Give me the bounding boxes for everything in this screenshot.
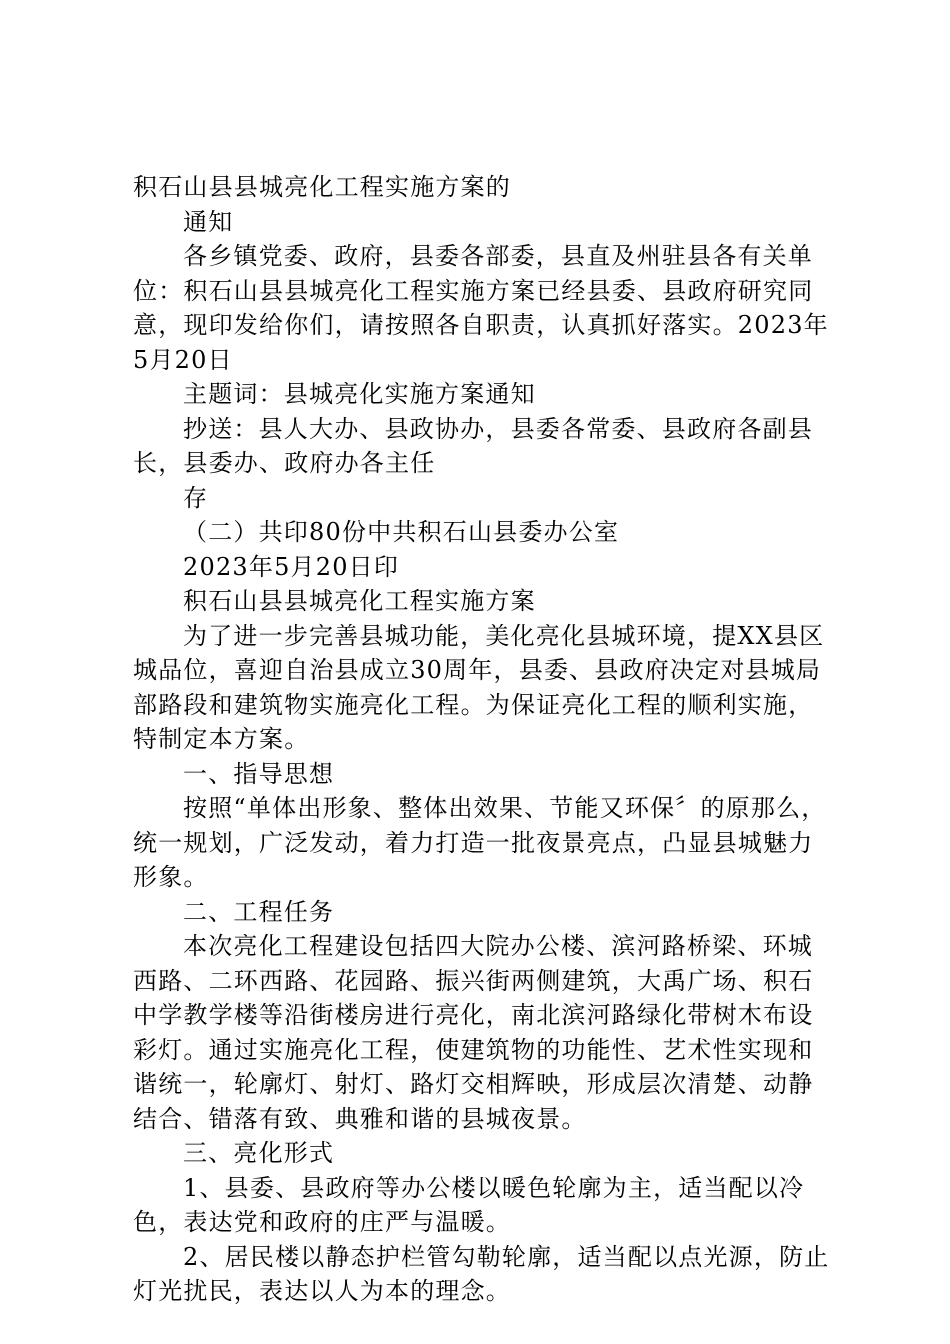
document-body: [133, 170, 833, 1309]
section-heading-lighting-forms: 三、亮化形式: [183, 1139, 335, 1167]
subject-keywords: 主题词：县城亮化实施方案通知: [183, 380, 536, 408]
archive-note: 存: [183, 483, 209, 512]
section-heading-guiding-thought: 一、指导思想: [183, 759, 335, 788]
plan-title: 积石山县县城亮化工程实施方案: [183, 587, 536, 615]
guiding-thought-paragraph: 按照“单体出形象、整体出效果、节能又环保〞的原那么，统一规划，广泛发动，着力打造一批夜景亮点，凸显县城魅力形象。: [133, 794, 827, 891]
recipients-paragraph: 各乡镇党委、政府，县委各部委，县直及州驻县各有关单位：积石山县县城亮化工程实施方案已经县委、县政府研究同意，现印发给你们，请按照各自职责，认真抓好落实。2023年5月20日: [133, 242, 829, 374]
section-heading-project-tasks: 二、工程任务: [183, 897, 335, 926]
lighting-form-item-1: 1、县委、县政府等办公楼以暖色轮廓为主，适当配以冷色，表达党和政府的庄严与温暖。: [133, 1173, 805, 1236]
lighting-form-item-2: 2、居民楼以静态护栏管勾勒轮廓，适当配以点光源，防止灯光扰民，表达以人为本的理念。: [133, 1242, 830, 1305]
project-tasks-paragraph: 本次亮化工程建设包括四大院办公楼、滨河路桥梁、环城西路、二环西路、花园路、振兴街两侧建筑，大禹广场、积石中学教学楼等沿街楼房进行亮化，南北滨河路绿化带树木布设彩灯。通过实施亮化工程，使建筑物的功能性、艺术性实现和谐统一，轮廓灯、射灯、路灯交相辉映，形成层次清楚、动静结合、错落有致、典雅和谐的县城夜景。: [133, 932, 814, 1133]
doc-title-line: 积石山县县城亮化工程实施方案的: [133, 173, 511, 201]
doc-title-notice: 通知: [183, 207, 234, 236]
cc-list: 抄送：县人大办、县政协办，县委各常委、县政府各副县长，县委办、政府办各主任: [133, 414, 813, 477]
print-count-line: （二）共印80份中共积石山县委办公室: [183, 518, 620, 546]
intro-paragraph: 为了进一步完善县城功能，美化亮化县城环境，提XX县区城品位，喜迎自治县成立30周年，县委、县政府决定对县城局部路段和建筑物实施亮化工程。为保证亮化工程的顺利实施，特制定本方案。: [133, 621, 825, 753]
print-date-line: 2023年5月20日印: [183, 552, 400, 581]
